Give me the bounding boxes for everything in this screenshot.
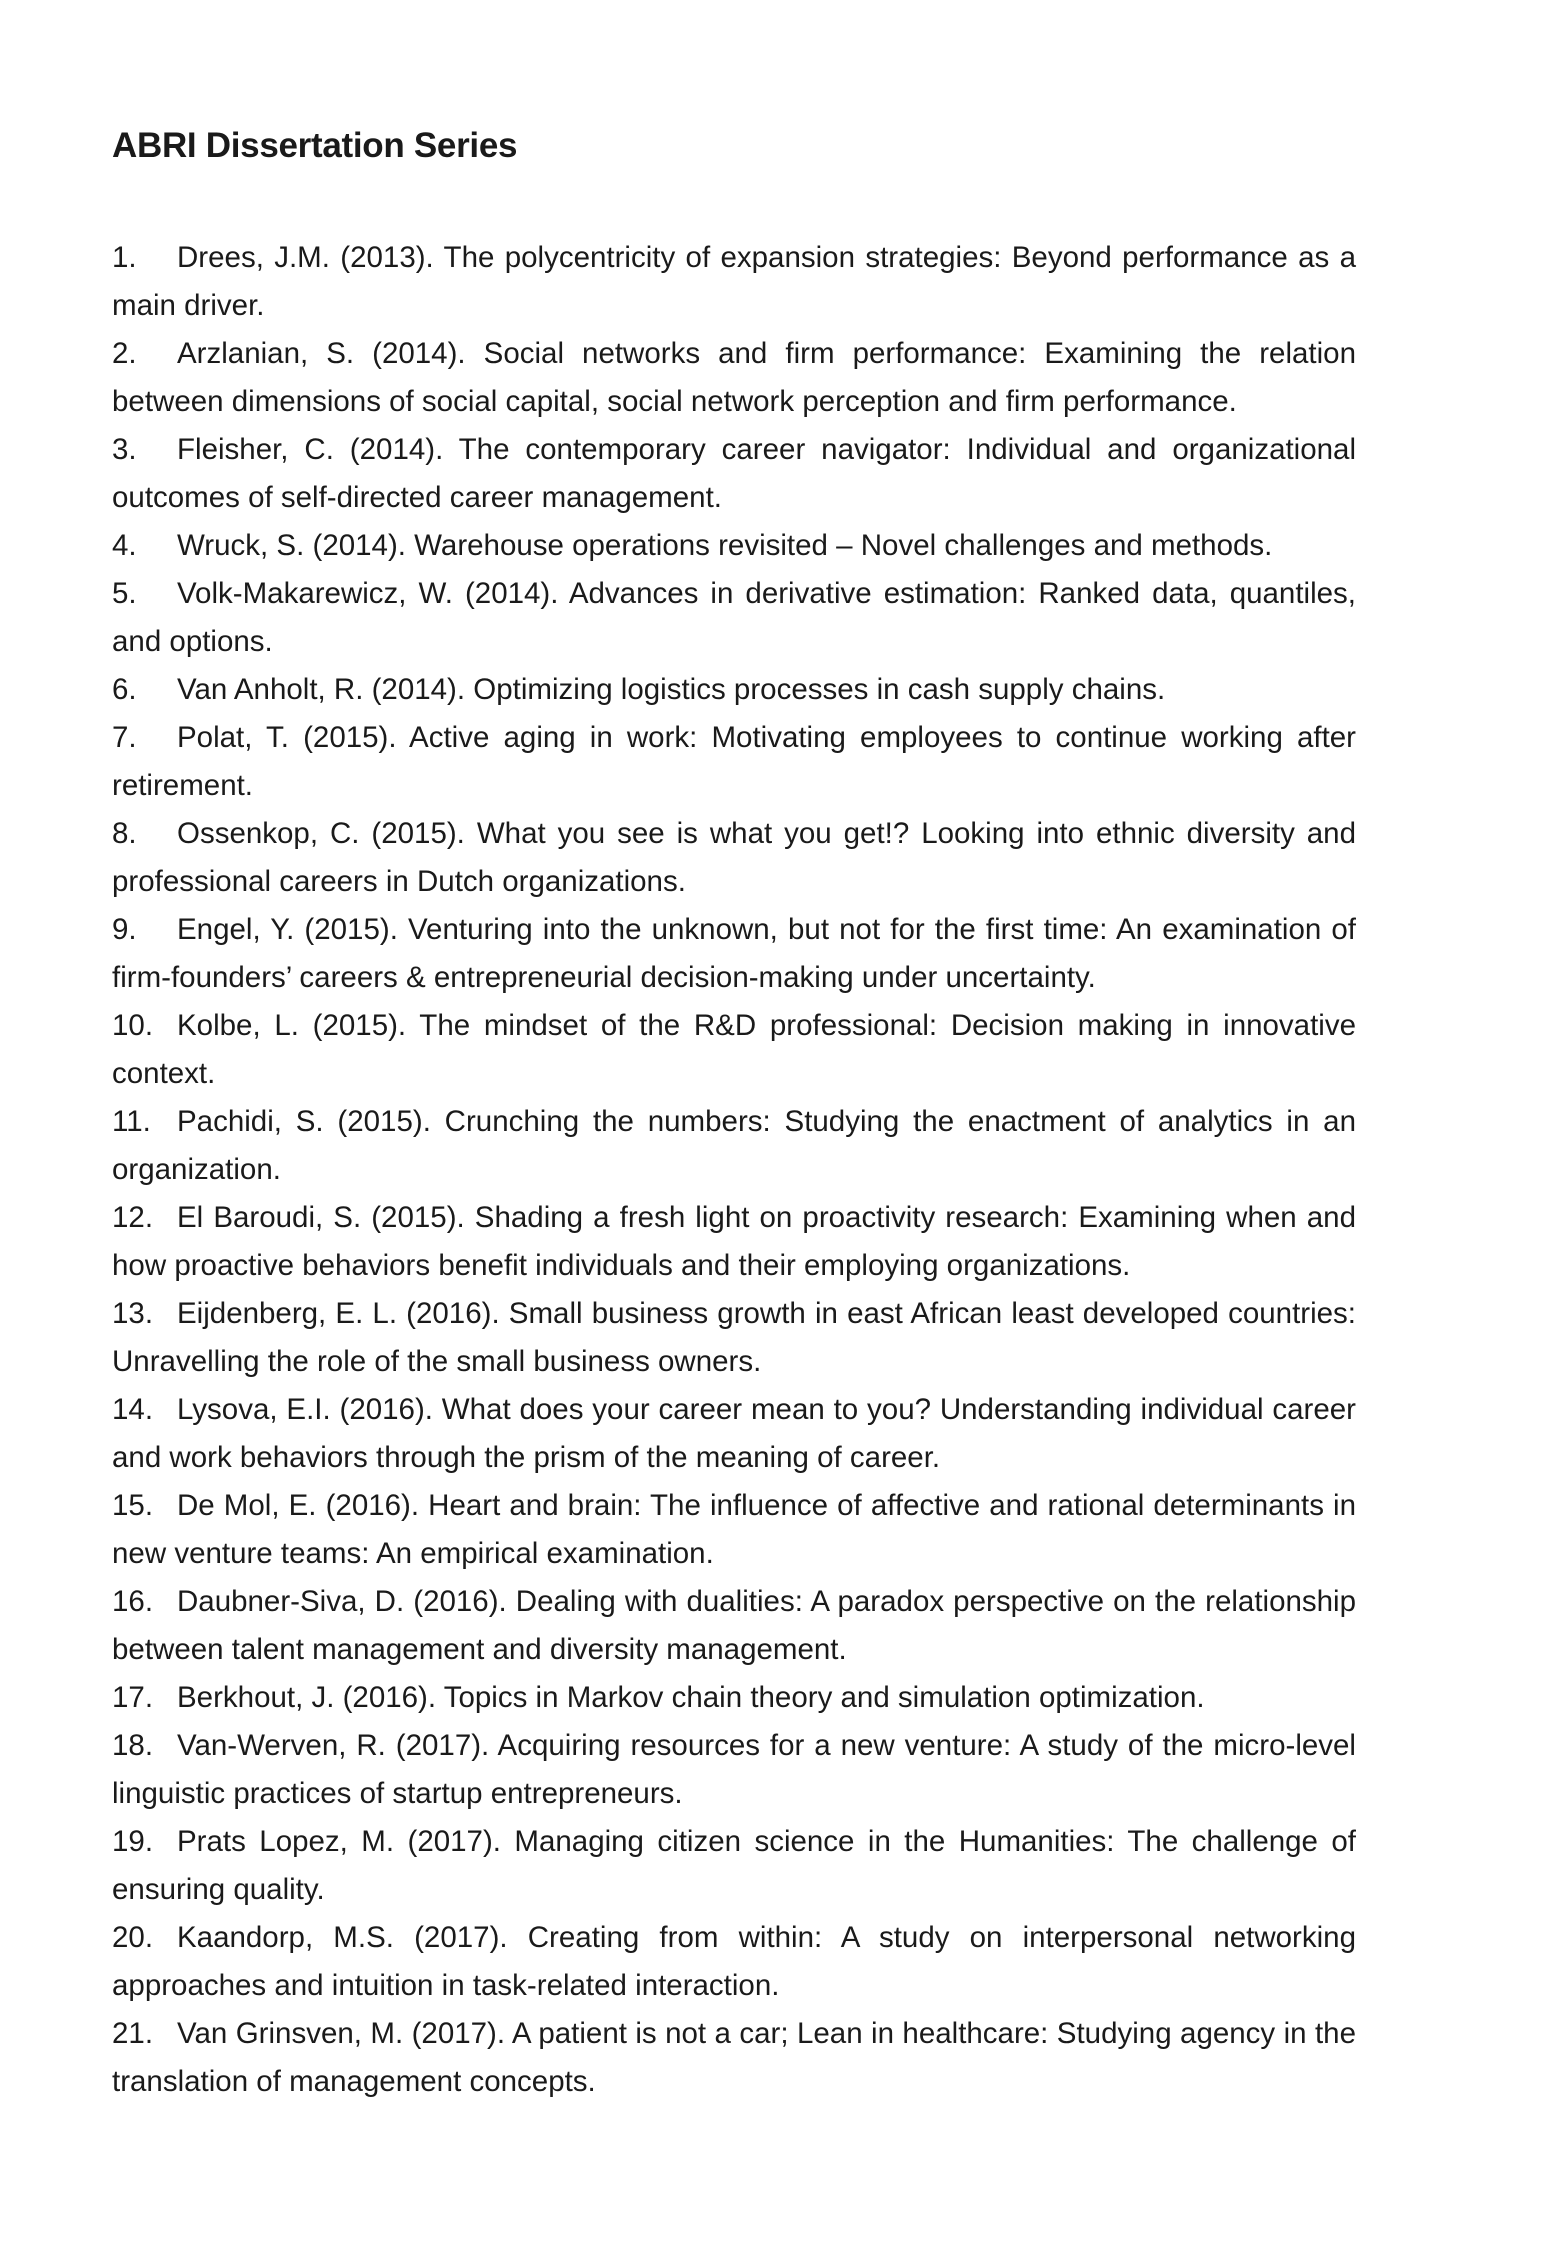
list-item <box>112 1818 1356 1914</box>
list-item <box>112 1290 1356 1386</box>
dissertation-list <box>112 234 1356 2106</box>
entry-number: 8. <box>112 817 137 850</box>
entry-text: Berkhout, J. (2016). Topics in Markov chain theory and simulation optimization. <box>177 1681 1205 1714</box>
list-item <box>112 810 1356 906</box>
entry-number: 16. <box>112 1585 154 1618</box>
list-item <box>112 1386 1356 1482</box>
list-item <box>112 1002 1356 1098</box>
entry-text: Lysova, E.I. (2016). What does your career mean to you? Understanding individual career and work behaviors through the prism of the meaning of career. <box>112 1393 1356 1474</box>
list-item <box>112 522 1356 570</box>
list-item <box>112 2010 1356 2106</box>
entry-text: Volk-Makarewicz, W. (2014). Advances in derivative estimation: Ranked data, quantiles, and options. <box>112 577 1356 658</box>
entry-number: 1. <box>112 241 137 274</box>
entry-number: 2. <box>112 337 137 370</box>
entry-text: El Baroudi, S. (2015). Shading a fresh light on proactivity research: Examining when and how proactive behaviors benefit individuals and their employing organizations. <box>112 1201 1356 1282</box>
entry-number: 11. <box>112 1105 151 1138</box>
entry-number: 13. <box>112 1297 154 1330</box>
list-item <box>112 330 1356 426</box>
list-item <box>112 1194 1356 1290</box>
list-item <box>112 1722 1356 1818</box>
entry-text: De Mol, E. (2016). Heart and brain: The influence of affective and rational determinants in new venture teams: An empirical examination. <box>112 1489 1356 1570</box>
entry-number: 4. <box>112 529 137 562</box>
list-item <box>112 1578 1356 1674</box>
entry-number: 6. <box>112 673 137 706</box>
list-item <box>112 1098 1356 1194</box>
entry-number: 21. <box>112 2017 154 2050</box>
entry-number: 9. <box>112 913 137 946</box>
entry-number: 14. <box>112 1393 154 1426</box>
list-item <box>112 714 1356 810</box>
entry-number: 17. <box>112 1681 154 1714</box>
list-item <box>112 666 1356 714</box>
list-item <box>112 906 1356 1002</box>
list-item <box>112 1914 1356 2010</box>
entry-number: 10. <box>112 1009 154 1042</box>
entry-text: Van Grinsven, M. (2017). A patient is not a car; Lean in healthcare: Studying agency in the translation of management concepts. <box>112 2017 1356 2098</box>
list-item <box>112 426 1356 522</box>
entry-number: 7. <box>112 721 137 754</box>
entry-number: 18. <box>112 1729 154 1762</box>
entry-number: 19. <box>112 1825 154 1858</box>
page-title: ABRI Dissertation Series <box>112 126 518 165</box>
list-item <box>112 1674 1356 1722</box>
list-item <box>112 570 1356 666</box>
entry-number: 12. <box>112 1201 154 1234</box>
document-page <box>112 122 1356 2106</box>
entry-text: Arzlanian, S. (2014). Social networks and firm performance: Examining the relation between dimensions of social capital, social network perception and firm performance. <box>112 337 1356 418</box>
entry-text: Van Anholt, R. (2014). Optimizing logistics processes in cash supply chains. <box>177 673 1166 706</box>
entry-text: Kaandorp, M.S. (2017). Creating from within: A study on interpersonal networking approaches and intuition in task-related interaction. <box>112 1921 1356 2002</box>
list-item <box>112 1482 1356 1578</box>
entry-text: Van-Werven, R. (2017). Acquiring resources for a new venture: A study of the micro-level linguistic practices of startup entrepreneurs. <box>112 1729 1356 1810</box>
entry-number: 15. <box>112 1489 154 1522</box>
entry-number: 20. <box>112 1921 154 1954</box>
entry-text: Prats Lopez, M. (2017). Managing citizen science in the Humanities: The challenge of ensuring quality. <box>112 1825 1356 1906</box>
entry-text: Daubner-Siva, D. (2016). Dealing with dualities: A paradox perspective on the relationship between talent management and diversity management. <box>112 1585 1356 1666</box>
list-item <box>112 234 1356 330</box>
entry-text: Ossenkop, C. (2015). What you see is what you get!? Looking into ethnic diversity and professional careers in Dutch organizations. <box>112 817 1356 898</box>
entry-number: 5. <box>112 577 137 610</box>
entry-text: Pachidi, S. (2015). Crunching the numbers: Studying the enactment of analytics in an organization. <box>112 1105 1356 1186</box>
entry-text: Eijdenberg, E. L. (2016). Small business growth in east African least developed countries: Unravelling the role of the small business owners. <box>112 1297 1356 1378</box>
entry-text: Polat, T. (2015). Active aging in work: Motivating employees to continue working after retirement. <box>112 721 1356 802</box>
entry-text: Fleisher, C. (2014). The contemporary career navigator: Individual and organizational outcomes of self-directed career management. <box>112 433 1356 514</box>
entry-text: Engel, Y. (2015). Venturing into the unknown, but not for the first time: An examination of firm-founders’ careers & entrepreneurial decision-making under uncertainty. <box>112 913 1356 994</box>
entry-text: Drees, J.M. (2013). The polycentricity of expansion strategies: Beyond performance as a main driver. <box>112 241 1356 322</box>
entry-number: 3. <box>112 433 137 466</box>
entry-text: Wruck, S. (2014). Warehouse operations revisited – Novel challenges and methods. <box>177 529 1273 562</box>
entry-text: Kolbe, L. (2015). The mindset of the R&D professional: Decision making in innovative context. <box>112 1009 1356 1090</box>
